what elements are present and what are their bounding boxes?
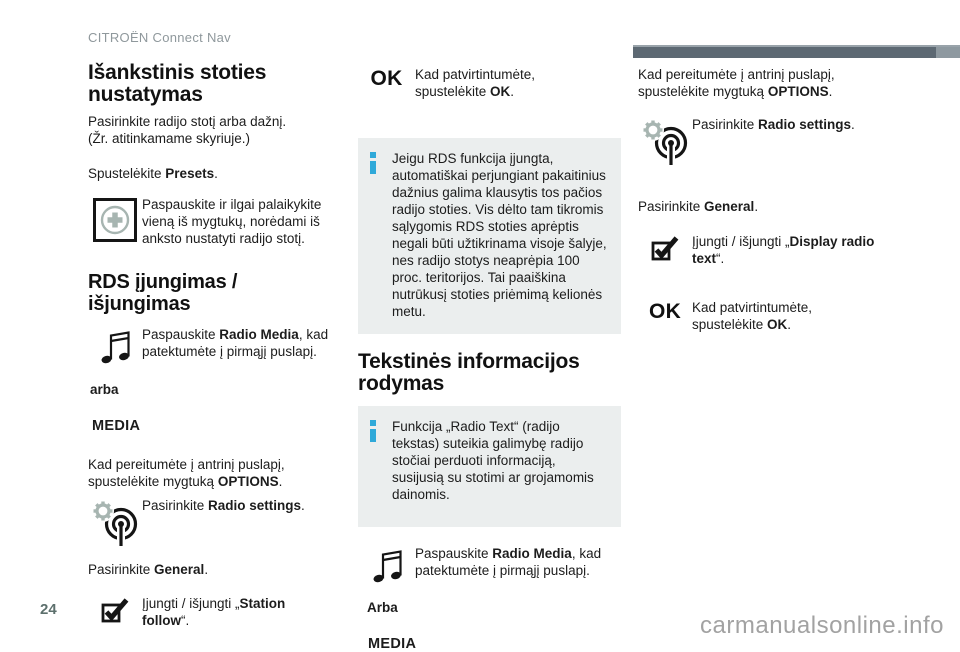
page-number: 24 xyxy=(40,601,57,618)
step-station-follow-text: Įjungti / išjungti „Station follow“. xyxy=(142,596,286,628)
page-title: Išankstinis stoties nustatymas xyxy=(88,61,267,106)
step-hold-text: Paspauskite ir ilgai palaikykite vieną iš mygtukų, norėdami iš anksto nustatyti radijo stotį. xyxy=(142,197,322,246)
info-icon xyxy=(370,152,377,174)
brand-header: CITROËN Connect Nav xyxy=(88,30,231,45)
info-icon xyxy=(370,420,377,442)
music-note-icon xyxy=(372,547,402,584)
intro-line-2: (Žr. atitinkamame skyriuje.) xyxy=(88,131,251,146)
step-options: Kad pereitumėte į antrinį puslapį, spustelėkite mygtuką OPTIONS. xyxy=(638,67,835,99)
step-radio-media-text: Paspauskite Radio Media, kad patektumėte į pirmąjį puslapį. xyxy=(142,327,329,359)
step-general: Pasirinkite General. xyxy=(88,562,209,577)
step-radio-settings-text: Pasirinkite Radio settings. xyxy=(142,498,305,513)
ok-button-label: OK xyxy=(648,300,682,323)
checkbox-check-icon xyxy=(101,597,129,623)
step-row-ok xyxy=(358,66,621,100)
step-display-radio-text-text: Įjungti / išjungti „Display radio text“. xyxy=(692,234,875,266)
step-row-preset-hold xyxy=(88,196,334,247)
step-general: Pasirinkite General. xyxy=(638,199,759,214)
info-note-rds-text: Jeigu RDS funkcija įjungta, automatiškai perjungiant pakaitinius dažnius galima klausytis tos pačios radijo stoties. Vis dėlto tam tikromis sąlygomis RDS stoties aprėptis negali būti užtikrinama visoje šalyje, nes radijo stotys neaprėpia 100 proc. teritorijos. Tai paaiškina nutrūkusį stoties priėmimą kelionės metu. xyxy=(392,151,607,319)
radio-settings-icon xyxy=(642,118,688,166)
preset-plus-icon xyxy=(93,198,137,242)
step-ok-text: Kad patvirtintumėte, spustelėkite OK. xyxy=(415,67,536,99)
step-row-radio-settings xyxy=(88,497,334,547)
radio-settings-icon xyxy=(92,499,138,547)
step-radio-settings-text: Pasirinkite Radio settings. xyxy=(692,117,855,132)
step-radio-media-text: Paspauskite Radio Media, kad patektumėte į pirmąjį puslapį. xyxy=(415,546,602,578)
watermark: carmanualsonline.info xyxy=(700,612,944,639)
ok-button-label: OK xyxy=(370,67,403,90)
step-presets: Spustelėkite Presets. xyxy=(88,166,218,181)
step-row-radio-media xyxy=(358,545,621,584)
section-heading-rds: RDS įjungimas / išjungimas xyxy=(88,271,238,315)
step-row-display-radio-text xyxy=(638,233,940,267)
step-row-ok xyxy=(638,299,940,333)
or-label: Arba xyxy=(367,600,398,615)
music-note-icon xyxy=(100,328,130,365)
media-button-label: MEDIA xyxy=(368,636,417,652)
step-row-station-follow xyxy=(88,595,334,629)
column-2 xyxy=(358,0,621,652)
step-options: Kad pereitumėte į antrinį puslapį, spustelėkite mygtuką OPTIONS. xyxy=(88,457,285,489)
checkbox-check-icon xyxy=(651,235,679,261)
or-label: arba xyxy=(90,382,119,397)
info-note-rds xyxy=(358,138,621,334)
step-row-radio-media xyxy=(88,326,334,365)
section-heading-text-info: Tekstinės informacijos rodymas xyxy=(358,350,580,395)
step-row-radio-settings xyxy=(638,116,940,166)
column-1 xyxy=(88,0,334,629)
info-note-radio-text-text: Funkcija „Radio Text“ (radijo tekstas) suteikia galimybę radijo stočiai perduoti informaciją, susijusią su stotimi ar grojamomis dainomis. xyxy=(392,419,594,502)
intro-line-1: Pasirinkite radijo stotį arba dažnį. xyxy=(88,114,287,129)
info-note-radio-text xyxy=(358,406,621,527)
media-button-label: MEDIA xyxy=(92,418,141,434)
column-3 xyxy=(638,0,940,333)
step-ok-text: Kad patvirtintumėte, spustelėkite OK. xyxy=(692,300,813,332)
